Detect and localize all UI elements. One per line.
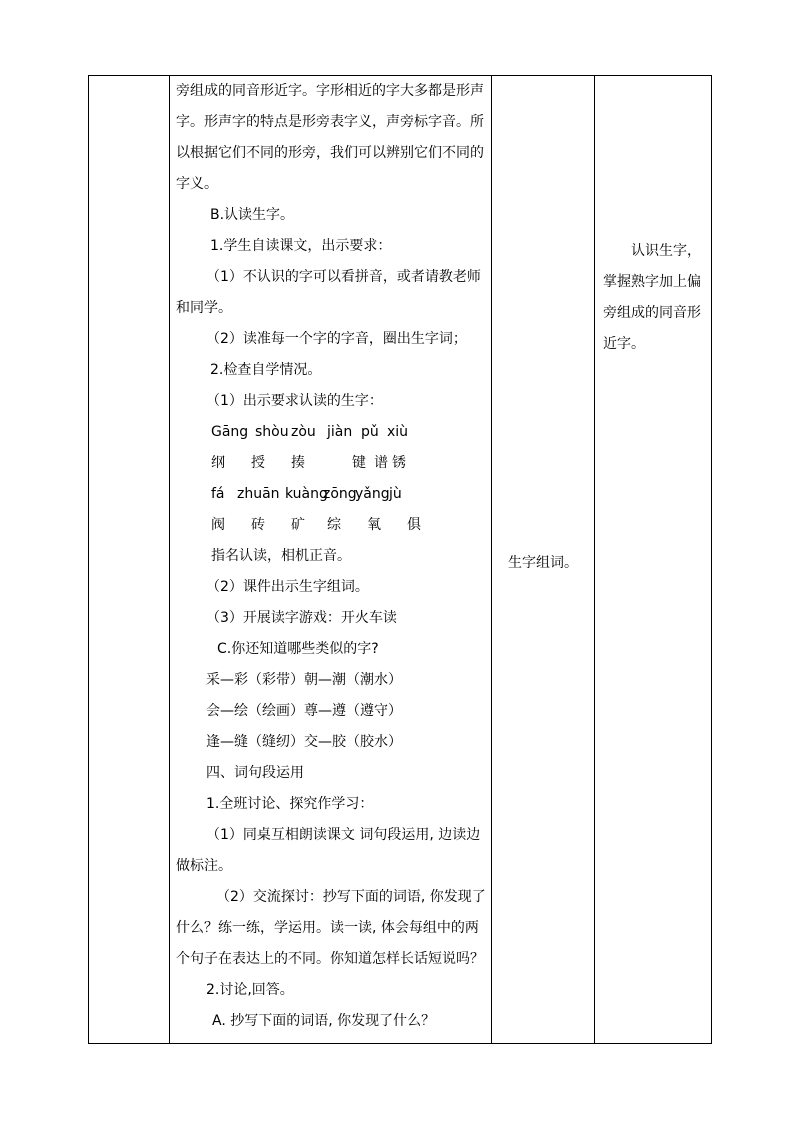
text-line: （1）同桌互相朗读课文 词句段运用, 边读边 [206, 827, 481, 843]
pinyin: fá [211, 486, 225, 502]
pinyin: Gāng [211, 424, 249, 440]
text-line: 以根据它们不同的形旁，我们可以辨别它们不同的 [176, 145, 484, 161]
character: 键 [352, 455, 366, 471]
teaching-process-cell [170, 76, 492, 1044]
empty-cell [89, 76, 170, 1044]
character: 俱 [407, 517, 421, 533]
pinyin: shòu [255, 424, 289, 440]
text-line: A. 抄写下面的词语, 你发现了什么？ [212, 1013, 436, 1029]
character: 揍 [291, 455, 305, 471]
pinyin: jù [389, 486, 402, 502]
text-line: 指名认读，相机正音。 [211, 548, 351, 564]
lesson-plan-table [88, 75, 712, 1044]
character-row [176, 510, 486, 541]
character: 综 [327, 517, 341, 533]
text-line: 个句子在表达上的不同。你知道怎样长话短说吗？ [176, 951, 484, 967]
character: 氧 [367, 517, 381, 533]
text-line: （2）课件出示生字组词。 [206, 579, 369, 595]
text-line: 字义。 [176, 176, 218, 192]
text-line: 1.学生自读课文，出示要求： [210, 238, 392, 254]
pinyin-row [176, 417, 486, 448]
student-activity-text: 生字组词。 [508, 554, 578, 571]
text-line: 1.全班讨论、探究作学习： [206, 796, 374, 812]
text-line: 逢—缝（缝纫）交—胶（胶水） [206, 734, 402, 750]
character: 砖 [251, 517, 265, 533]
character: 锈 [392, 455, 406, 471]
text-line: 和同学。 [176, 300, 232, 316]
section-heading: 四、词句段运用 [206, 765, 304, 781]
pinyin: pǔ [361, 424, 379, 440]
character: 谱 [374, 455, 388, 471]
design-intent-text: 认识生字，掌握熟字加上偏旁组成的同音形近字。 [603, 243, 701, 352]
text-line: （1）不认识的字可以看拼音，或者请教老师 [206, 269, 481, 285]
section-heading: B.认读生字。 [210, 207, 295, 223]
text-line: 做标注。 [176, 858, 232, 874]
character: 阀 [211, 517, 225, 533]
text-line: （2）读准每一个字的字音，圈出生字词； [206, 331, 467, 347]
pinyin: jiàn [327, 424, 353, 440]
character: 纲 [211, 455, 225, 471]
text-line: 2.讨论,回答。 [206, 982, 294, 998]
student-activity-cell [492, 76, 595, 1044]
pinyin-row [176, 479, 486, 510]
character-row [176, 448, 486, 479]
pinyin: yǎng [355, 486, 390, 502]
pinyin: zòu [291, 424, 316, 440]
pinyin: kuàng [285, 486, 328, 502]
character: 授 [251, 455, 265, 471]
text-line: 2.检查自学情况。 [210, 362, 322, 378]
text-line: 字。形声字的特点是形旁表字义，声旁标字音。所 [176, 114, 484, 130]
pinyin: xiù [387, 424, 409, 440]
pinyin: zōng [323, 486, 357, 502]
text-line: 什么？练一练，学运用。读一读, 体会每组中的两 [176, 920, 479, 936]
text-line: （1）出示要求认读的生字： [206, 393, 383, 409]
text-line: （2）交流探讨：抄写下面的词语, 你发现了 [216, 889, 486, 905]
text-line: （3）开展读字游戏：开火车读 [206, 610, 397, 626]
table-row [89, 76, 712, 1044]
text-line: 采—彩（彩带）朝—潮（潮水） [206, 672, 402, 688]
text-line: 会—绘（绘画）尊—遵（遵守） [206, 703, 402, 719]
text-line: C.你还知道哪些类似的字? [217, 641, 379, 657]
text-line: 旁组成的同音形近字。字形相近的字大多都是形声 [176, 83, 484, 99]
character: 矿 [291, 517, 305, 533]
pinyin: zhuān [237, 486, 280, 502]
design-intent-cell [595, 76, 712, 1044]
